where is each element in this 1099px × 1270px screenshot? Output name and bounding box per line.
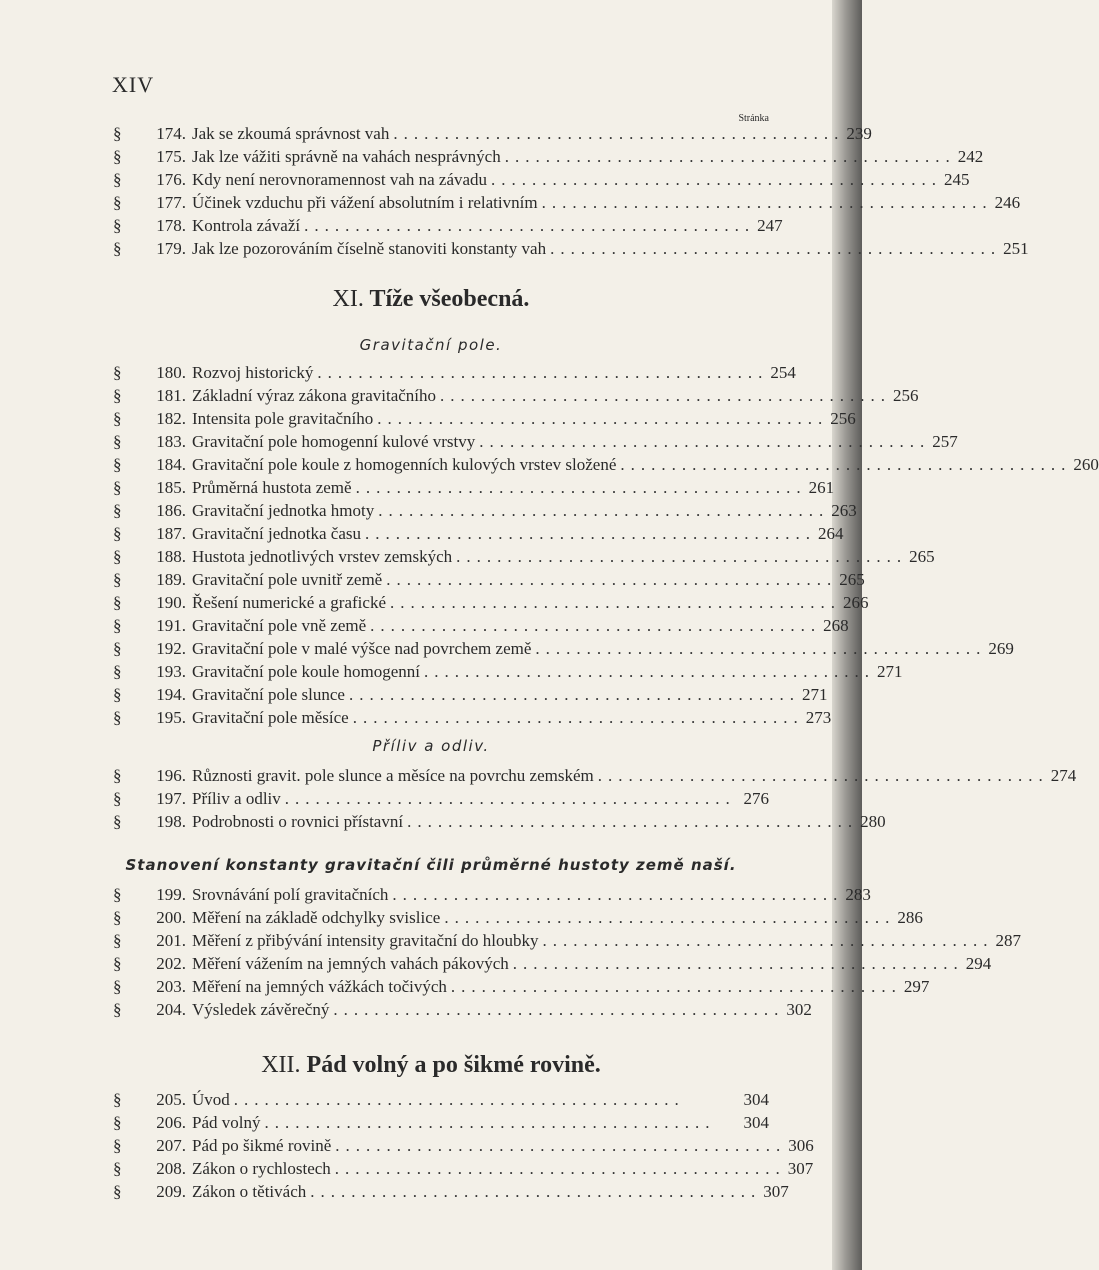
dot-leader: ............................................ [450, 977, 902, 996]
entry-title: Gravitační pole uvnitř země [192, 570, 383, 589]
entry-page: 276 [743, 789, 769, 808]
entry-page: 266 [843, 593, 869, 612]
section-sign: § [113, 885, 122, 904]
section-sign: § [113, 954, 122, 973]
section-number: 187. [156, 524, 186, 543]
dot-leader: ............................................ [620, 455, 1072, 474]
chapter-heading-xi [0, 286, 862, 313]
dot-leader: ............................................ [355, 478, 807, 497]
entry-page: 251 [1003, 239, 1029, 258]
entry-title: Různosti gravit. pole slunce a měsíce na povrchu zemském [192, 766, 594, 785]
entry-title: Měření na základě odchylky svislice [192, 908, 441, 927]
section-sign: § [113, 1000, 122, 1019]
entry-title: Průměrná hustota země [192, 478, 352, 497]
entry-title: Pád po šikmé rovině [192, 1136, 332, 1155]
toc-entry [113, 170, 970, 192]
section-number: 206. [156, 1113, 186, 1132]
toc-entry [113, 639, 1014, 661]
section-sign: § [113, 409, 122, 428]
entry-page: 257 [932, 432, 958, 451]
entry-title: Jak se zkoumá správnost vah [192, 124, 390, 143]
entry-page: 265 [839, 570, 865, 589]
dot-leader: ............................................ [334, 1159, 786, 1178]
section-sign: § [113, 685, 122, 704]
section-sign: § [113, 908, 122, 927]
entry-page: 273 [805, 708, 832, 727]
section-sign: § [113, 147, 122, 166]
dot-leader: ............................................ [317, 363, 769, 382]
toc-entry [113, 147, 984, 169]
entry-page: 239 [846, 124, 872, 143]
section-sign: § [113, 170, 122, 189]
section-sign: § [113, 931, 122, 950]
toc-entry [113, 662, 903, 684]
section-sign: § [113, 216, 122, 235]
dot-leader: ............................................ [535, 639, 987, 658]
section-sign: § [113, 455, 122, 474]
section-number: 174. [156, 124, 186, 143]
dot-leader: ............................................ [348, 685, 800, 704]
section-number: 208. [156, 1159, 186, 1178]
section-number: 207. [156, 1136, 186, 1155]
toc-entry [113, 1113, 769, 1135]
toc-entry [113, 524, 844, 546]
toc-entry [113, 124, 872, 146]
page-number: XIV [112, 72, 155, 97]
dot-leader: ............................................ [335, 1136, 787, 1155]
section-number: 191. [156, 616, 186, 635]
dot-leader: ............................................ [304, 216, 756, 235]
dot-leader: ............................................ [333, 1000, 785, 1019]
toc-entry [113, 478, 835, 500]
dot-leader: ............................................ [597, 766, 1049, 785]
section-number: 190. [156, 593, 186, 612]
entry-page: 264 [818, 524, 844, 543]
section-number: 189. [156, 570, 186, 589]
subheading-priliv: Příliv a odliv. [372, 737, 490, 755]
section-number: 178. [156, 216, 186, 235]
section-sign: § [113, 593, 122, 612]
toc-entry [113, 1090, 769, 1112]
toc-entry [113, 216, 783, 238]
entry-title: Pád volný [192, 1113, 261, 1132]
section-sign: § [113, 708, 122, 727]
toc-entry [113, 812, 886, 834]
chapter-roman: XII. [261, 1052, 301, 1078]
section-sign: § [113, 789, 122, 808]
section-sign: § [113, 616, 122, 635]
subheading-stanoveni: Stanovení konstanty gravitační čili průměrné hustoty země naší. [125, 856, 737, 874]
entry-page: 245 [944, 170, 970, 189]
entry-title: Intensita pole gravitačního [192, 409, 374, 428]
section-number: 180. [156, 363, 186, 382]
section-sign: § [113, 812, 122, 831]
section-number: 199. [156, 885, 186, 904]
entry-title: Základní výraz zákona gravitačního [192, 386, 437, 405]
entry-page: 306 [788, 1136, 814, 1155]
section-number: 202. [156, 954, 186, 973]
entry-title: Účinek vzduchu při vážení absolutním i relativním [192, 193, 538, 212]
entry-title: Měření vážením na jemných vahách pákových [192, 954, 509, 973]
toc-entry [113, 1000, 812, 1022]
section-number: 195. [156, 708, 186, 727]
entry-title: Gravitační pole slunce [192, 685, 345, 704]
dot-leader: ............................................ [370, 616, 822, 635]
entry-page: 261 [808, 478, 835, 497]
dot-leader: ............................................ [365, 524, 816, 543]
entry-page: 242 [957, 147, 984, 166]
dot-leader: ............................................ [407, 812, 859, 831]
toc-entry [113, 954, 992, 976]
section-sign: § [113, 1182, 122, 1201]
chapter-heading-xii [0, 1052, 862, 1079]
section-number: 200. [156, 908, 186, 927]
section-number: 193. [156, 662, 186, 681]
entry-page: 265 [909, 547, 935, 566]
dot-leader: ............................................ [386, 570, 838, 589]
dot-leader: ............................................ [393, 124, 845, 143]
section-number: 185. [156, 478, 186, 497]
toc-entry [113, 908, 923, 930]
dot-leader: ............................................ [377, 409, 829, 428]
section-sign: § [113, 570, 122, 589]
section-sign: § [113, 1113, 122, 1132]
entry-page: 260 [1073, 455, 1099, 474]
section-sign: § [113, 524, 122, 543]
entry-title: Výsledek závěrečný [192, 1000, 330, 1019]
toc-entry [113, 1136, 814, 1158]
entry-page: 269 [988, 639, 1014, 658]
dot-leader: ............................................ [440, 386, 892, 405]
section-sign: § [113, 363, 122, 382]
section-sign: § [113, 386, 122, 405]
entry-title: Podrobnosti o rovnici přístavní [192, 812, 404, 831]
entry-page: 287 [995, 931, 1022, 950]
section-number: 197. [156, 789, 186, 808]
section-number: 183. [156, 432, 186, 451]
dot-leader: ............................................ [504, 147, 956, 166]
entry-page: 307 [763, 1182, 789, 1201]
section-number: 179. [156, 239, 186, 258]
section-number: 181. [156, 386, 186, 405]
entry-title: Gravitační pole měsíce [192, 708, 349, 727]
dot-leader: ............................................ [352, 708, 804, 727]
entry-page: 307 [787, 1159, 814, 1178]
toc-entry [113, 593, 869, 615]
section-sign: § [113, 193, 122, 212]
entry-title: Příliv a odliv [192, 789, 281, 808]
toc-entry [113, 239, 1029, 261]
dot-leader: ............................................ [512, 954, 964, 973]
section-number: 209. [156, 1182, 186, 1201]
entry-title: Kdy není nerovnoramennost vah na závadu [192, 170, 488, 189]
toc-entry [113, 501, 857, 523]
section-sign: § [113, 239, 122, 258]
section-number: 203. [156, 977, 186, 996]
entry-title: Rozvoj historický [192, 363, 314, 382]
toc-entry [113, 363, 796, 385]
entry-page: 256 [830, 409, 856, 428]
entry-page: 297 [903, 977, 930, 996]
section-number: 182. [156, 409, 186, 428]
dot-leader: ............................................ [550, 239, 1002, 258]
chapter-roman: XI. [332, 286, 364, 312]
entry-title: Úvod [192, 1090, 230, 1109]
entry-title: Gravitační pole koule z homogenních kulových vrstev složené [192, 455, 617, 474]
entry-page: 246 [994, 193, 1021, 212]
entry-page: 271 [801, 685, 828, 704]
section-sign: § [113, 1090, 122, 1109]
section-number: 192. [156, 639, 186, 658]
toc-entry [113, 766, 1077, 788]
section-sign: § [113, 766, 122, 785]
toc-entry [113, 1182, 789, 1204]
section-number: 188. [156, 547, 186, 566]
dot-leader: ............................................ [541, 193, 993, 212]
section-number: 194. [156, 685, 186, 704]
entry-title: Gravitační jednotka hmoty [192, 501, 375, 520]
section-number: 198. [156, 812, 186, 831]
toc-entry [113, 885, 871, 907]
toc-entry [113, 789, 769, 811]
section-sign: § [113, 1136, 122, 1155]
entry-page: 304 [743, 1113, 769, 1132]
entry-title: Zákon o tětivách [192, 1182, 307, 1201]
entry-page: 280 [860, 812, 886, 831]
entry-page: 294 [965, 954, 992, 973]
entry-title: Měření z přibývání intensity gravitační do hloubky [192, 931, 539, 950]
toc-entry [113, 570, 865, 592]
entry-title: Gravitační jednotka času [192, 524, 361, 543]
toc-entry [113, 931, 1022, 953]
entry-page: 254 [770, 363, 796, 382]
page-column-label: Stránka [738, 113, 769, 124]
entry-title: Jak lze pozorováním číselně stanoviti konstanty vah [192, 239, 547, 258]
dot-leader: ............................................ [456, 547, 908, 566]
entry-title: Kontrola závaží [192, 216, 301, 235]
entry-page: 271 [877, 662, 903, 681]
dot-leader: ............................................ [444, 908, 896, 927]
entry-page: 268 [823, 616, 849, 635]
entry-page: 283 [845, 885, 871, 904]
toc-entry [113, 386, 919, 408]
toc-entry [113, 1159, 814, 1181]
dot-leader: ............................................ [491, 170, 943, 189]
entry-title: Řešení numerické a grafické [192, 593, 386, 612]
toc-entry [113, 977, 930, 999]
section-sign: § [113, 501, 122, 520]
entry-title: Srovnávání polí gravitačních [192, 885, 389, 904]
entry-title: Hustota jednotlivých vrstev zemských [192, 547, 453, 566]
section-sign: § [113, 547, 122, 566]
entry-page: 274 [1050, 766, 1077, 785]
entry-page: 247 [757, 216, 783, 235]
chapter-title: Pád volný a po šikmé rovině. [306, 1052, 601, 1078]
toc-entry [113, 455, 1099, 477]
section-number: 176. [156, 170, 186, 189]
dot-leader: ............................................ [542, 931, 994, 950]
toc-entry [113, 193, 1021, 215]
toc-entry [113, 616, 849, 638]
dot-leader: ............................................ [264, 1113, 716, 1132]
entry-page: 263 [831, 501, 857, 520]
entry-title: Gravitační pole homogenní kulové vrstvy [192, 432, 476, 451]
toc-entry [113, 685, 828, 707]
dot-leader: ............................................ [233, 1090, 685, 1109]
section-sign: § [113, 124, 122, 143]
section-sign: § [113, 478, 122, 497]
section-number: 175. [156, 147, 186, 166]
entry-page: 304 [743, 1090, 769, 1109]
entry-title: Zákon o rychlostech [192, 1159, 331, 1178]
toc-entry [113, 547, 935, 569]
section-number: 201. [156, 931, 186, 950]
dot-leader: ............................................ [390, 593, 841, 612]
section-number: 177. [156, 193, 186, 212]
section-number: 186. [156, 501, 186, 520]
entry-title: Gravitační pole v malé výšce nad povrchem země [192, 639, 532, 658]
entry-page: 286 [897, 908, 923, 927]
section-number: 196. [156, 766, 186, 785]
section-number: 204. [156, 1000, 186, 1019]
toc-entry [113, 409, 856, 431]
entry-page: 302 [786, 1000, 812, 1019]
toc-entry [113, 432, 958, 454]
entry-title: Měření na jemných vážkách točivých [192, 977, 447, 996]
dot-leader: ............................................ [479, 432, 931, 451]
section-number: 205. [156, 1090, 186, 1109]
section-sign: § [113, 639, 122, 658]
entry-title: Gravitační pole koule homogenní [192, 662, 421, 681]
dot-leader: ............................................ [284, 789, 736, 808]
entry-title: Gravitační pole vně země [192, 616, 367, 635]
dot-leader: ............................................ [424, 662, 876, 681]
dot-leader: ............................................ [392, 885, 844, 904]
toc-entry [113, 708, 832, 730]
dot-leader: ............................................ [310, 1182, 762, 1201]
subheading-gravitacni-pole: Gravitační pole. [359, 336, 503, 354]
section-sign: § [113, 977, 122, 996]
section-sign: § [113, 432, 122, 451]
dot-leader: ............................................ [378, 501, 830, 520]
section-number: 184. [156, 455, 186, 474]
chapter-title: Tíže všeobecná. [369, 286, 530, 312]
entry-page: 256 [893, 386, 919, 405]
section-sign: § [113, 1159, 122, 1178]
entry-title: Jak lze vážiti správně na vahách nesprávných [192, 147, 501, 166]
section-sign: § [113, 662, 122, 681]
